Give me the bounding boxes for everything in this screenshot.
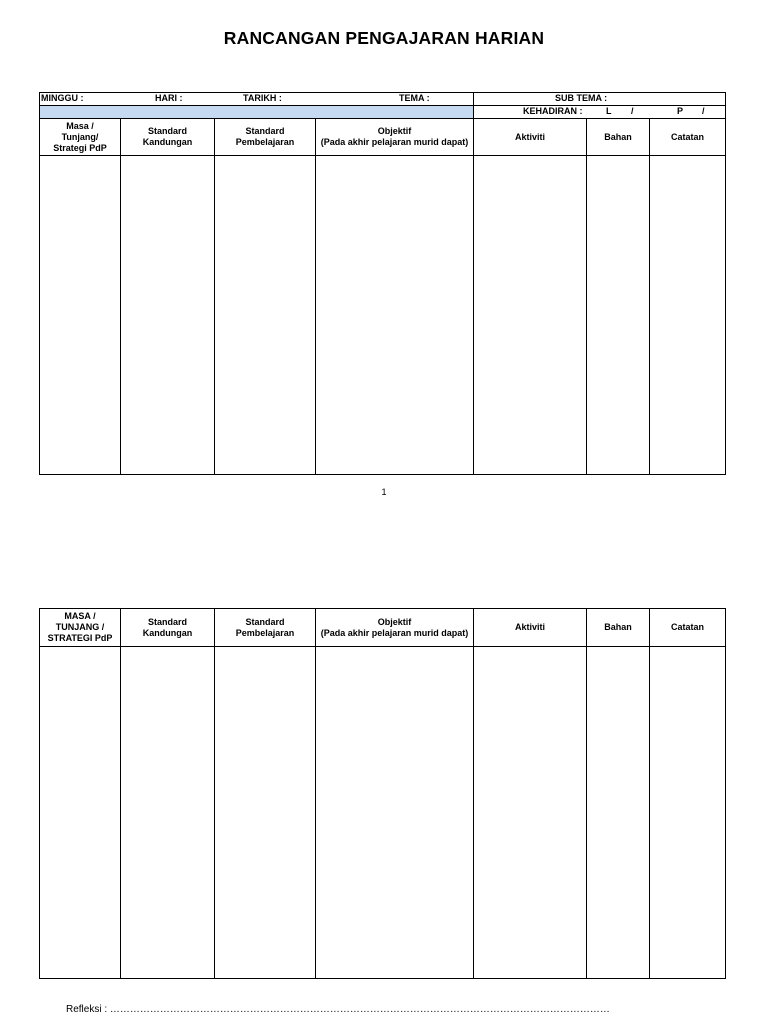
cell-standard-kandungan[interactable]: [121, 647, 215, 979]
header-standard-pembelajaran: Standard Pembelajaran: [215, 119, 316, 156]
tema-label: TEMA :: [399, 93, 430, 103]
header-catatan: Catatan: [650, 119, 726, 156]
header-masa: MASA / TUNJANG / STRATEGI PdP: [40, 609, 121, 647]
info-row: [40, 93, 726, 106]
content-row: [40, 647, 726, 979]
attendance-row: [40, 106, 726, 119]
attendance-cell: [474, 106, 726, 119]
cell-aktiviti[interactable]: [474, 647, 587, 979]
cell-aktiviti[interactable]: [474, 156, 587, 475]
header-standard-kandungan: Standard Kandungan: [121, 609, 215, 647]
header-masa: Masa / Tunjang/ Strategi PdP: [40, 119, 121, 156]
kehadiran-l-label: L: [606, 106, 612, 116]
tarikh-label: TARIKH :: [243, 93, 282, 103]
header-standard-kandungan: Standard Kandungan: [121, 119, 215, 156]
cell-standard-kandungan[interactable]: [121, 156, 215, 475]
header-objektif: Objektif (Pada akhir pelajaran murid dapat): [316, 119, 474, 156]
header-aktiviti: Aktiviti: [474, 609, 587, 647]
info-cell-subtema: [474, 93, 726, 106]
page-title: RANCANGAN PENGAJARAN HARIAN: [223, 28, 545, 48]
kehadiran-slash-1: /: [631, 106, 634, 116]
header-standard-pembelajaran: Standard Pembelajaran: [215, 609, 316, 647]
cell-objektif[interactable]: [316, 156, 474, 475]
minggu-label: MINGGU :: [41, 93, 84, 103]
cell-catatan[interactable]: [650, 156, 726, 475]
kehadiran-slash-2: /: [702, 106, 705, 116]
header-catatan: Catatan: [650, 609, 726, 647]
kehadiran-p-label: P: [677, 106, 684, 116]
hari-label: HARI :: [155, 93, 183, 103]
cell-bahan[interactable]: [587, 156, 650, 475]
sub-tema-label: SUB TEMA :: [555, 93, 608, 103]
blue-band: [40, 106, 474, 119]
header-objektif: Objektif (Pada akhir pelajaran murid dapat): [316, 609, 474, 647]
lesson-plan-table-2: [39, 608, 726, 979]
kehadiran-label: KEHADIRAN :: [523, 106, 583, 116]
info-cell-main: [40, 93, 474, 106]
page-number: 1: [381, 487, 387, 497]
reflection-line[interactable]: Refleksi : ……………………………………………………………………………………………………………………………………: [66, 1004, 610, 1015]
header-row: [40, 119, 726, 156]
cell-catatan[interactable]: [650, 647, 726, 979]
header-bahan: Bahan: [587, 119, 650, 156]
cell-objektif[interactable]: [316, 647, 474, 979]
header-bahan: Bahan: [587, 609, 650, 647]
cell-standard-pembelajaran[interactable]: [215, 647, 316, 979]
cell-masa[interactable]: [40, 647, 121, 979]
lesson-plan-table-1: [39, 92, 726, 475]
header-aktiviti: Aktiviti: [474, 119, 587, 156]
header-row: [40, 609, 726, 647]
cell-bahan[interactable]: [587, 647, 650, 979]
cell-masa[interactable]: [40, 156, 121, 475]
cell-standard-pembelajaran[interactable]: [215, 156, 316, 475]
content-row: [40, 156, 726, 475]
